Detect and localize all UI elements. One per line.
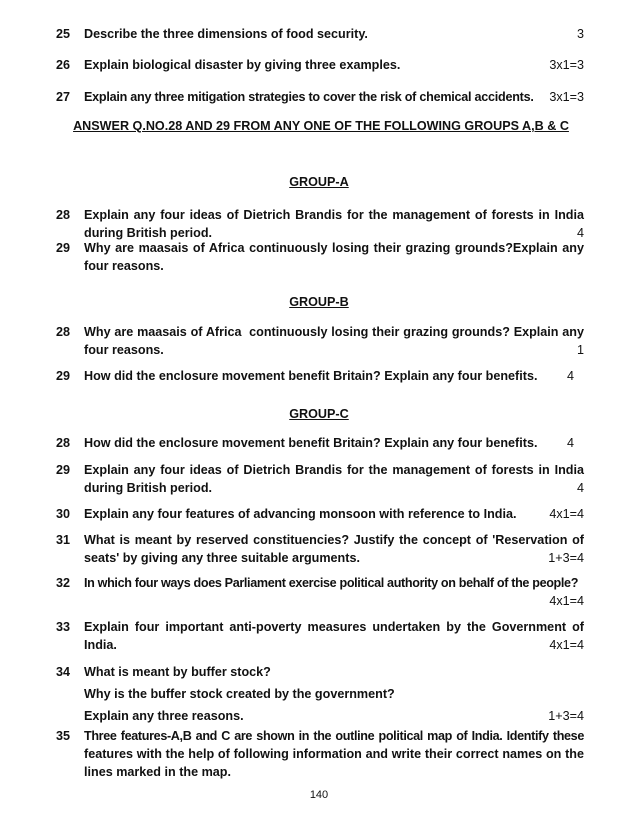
- question-number: 27: [56, 90, 71, 104]
- question-marks: 1: [576, 343, 584, 357]
- question-text-cont: Explain any three reasons.: [84, 709, 244, 723]
- question-text: In which four ways does Parliament exercise political authority on behalf of the people?: [84, 576, 579, 590]
- question-number: 29: [56, 463, 71, 477]
- question-number: 28: [56, 325, 71, 339]
- question-text: How did the enclosure movement benefit Britain? Explain any four benefits.: [84, 436, 538, 450]
- question-number: 28: [56, 208, 71, 222]
- question-number: 35: [56, 729, 71, 743]
- question-text-cont: during British period.: [84, 481, 213, 495]
- question-marks: 4x1=4: [549, 638, 584, 652]
- question-text: Explain any three mitigation strategies to cover the risk of chemical accidents.: [84, 90, 534, 104]
- question-number: 34: [56, 665, 71, 679]
- question-marks: 4: [576, 226, 584, 240]
- question-number: 32: [56, 576, 71, 590]
- question-marks: 3x1=3: [549, 90, 584, 104]
- question-number: 30: [56, 507, 71, 521]
- question-marks: 4: [576, 481, 584, 495]
- question-number: 29: [56, 241, 71, 255]
- question-number: 28: [56, 436, 71, 450]
- question-text: What is meant by reserved constituencies? Justify the concept of 'Reservation of: [84, 533, 584, 547]
- question-text: Explain any four ideas of Dietrich Brandis for the management of forests in India: [84, 208, 584, 222]
- question-text: Explain any four features of advancing monsoon with reference to India.: [84, 507, 517, 521]
- group-instruction: ANSWER Q.NO.28 AND 29 FROM ANY ONE OF THE FOLLOWING GROUPS A,B & C: [73, 119, 569, 133]
- question-marks: 4: [566, 369, 574, 383]
- question-marks: 3x1=3: [549, 58, 584, 72]
- question-text-cont: features with the help of following information and write their correct names on the: [84, 747, 584, 761]
- question-text: Explain four important anti-poverty measures undertaken by the Government of: [84, 620, 584, 634]
- question-text-cont: during British period.: [84, 226, 213, 240]
- question-text: What is meant by buffer stock?: [84, 665, 271, 679]
- question-text-cont: Why is the buffer stock created by the government?: [84, 687, 395, 701]
- question-marks: 1+3=4: [548, 551, 584, 565]
- question-number: 31: [56, 533, 71, 547]
- page-number: 140: [309, 789, 329, 801]
- question-marks: 4x1=4: [549, 594, 584, 608]
- question-text-cont: India.: [84, 638, 117, 652]
- question-number: 29: [56, 369, 71, 383]
- question-text: Describe the three dimensions of food security.: [84, 27, 368, 41]
- question-text: Explain biological disaster by giving three examples.: [84, 58, 401, 72]
- question-text-cont: four reasons.: [84, 343, 164, 357]
- question-text-cont: four reasons.: [84, 259, 164, 273]
- group-c-heading: GROUP-C: [289, 407, 349, 421]
- question-text: How did the enclosure movement benefit Britain? Explain any four benefits.: [84, 369, 538, 383]
- question-number: 26: [56, 58, 71, 72]
- question-text: Explain any four ideas of Dietrich Brandis for the management of forests in India: [84, 463, 584, 477]
- question-text: Why are maasais of Africa continuously losing their grazing grounds? Explain any: [84, 325, 584, 339]
- group-a-heading: GROUP-A: [289, 175, 349, 189]
- question-text-cont: lines marked in the map.: [84, 765, 231, 779]
- question-marks: 1+3=4: [548, 709, 584, 723]
- question-marks: 3: [576, 27, 584, 41]
- question-number: 33: [56, 620, 71, 634]
- question-text: Why are maasais of Africa continuously losing their grazing grounds?Explain any: [84, 241, 584, 255]
- question-text-cont: seats' by giving any three suitable arguments.: [84, 551, 360, 565]
- question-text: Three features-A,B and C are shown in the outline political map of India. Identify these: [84, 729, 584, 743]
- question-marks: 4x1=4: [549, 507, 584, 521]
- group-b-heading: GROUP-B: [289, 295, 349, 309]
- question-number: 25: [56, 27, 71, 41]
- question-marks: 4: [566, 436, 574, 450]
